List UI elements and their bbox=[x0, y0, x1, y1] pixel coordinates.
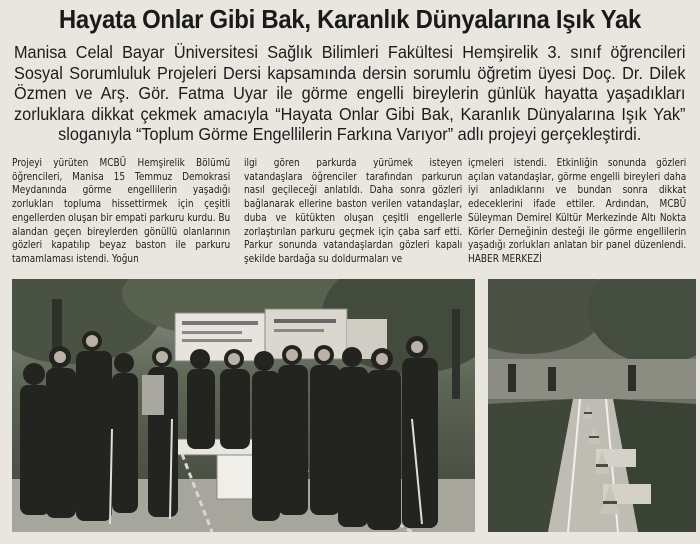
body-column-3 bbox=[468, 157, 686, 267]
body-column-2: ilgi gören parkurda yürümek isteyen vatandaşlara öğrenciler tarafından parkurun nasıl geçileceği anlatıldı. Daha sonra gözleri bağlanarak ellerine baston verilen vatandaşlar, duba ve kütükten oluşan çeşitli engellerle zorlaştırılan parkuru geçmek için çaba sarf etti. Parkur sonunda vatandaşlardan gözleri kapalı şekilde bardağa su doldurmaları ve bbox=[244, 158, 463, 265]
group-photo bbox=[12, 279, 475, 532]
article-body bbox=[12, 157, 690, 267]
course-photo bbox=[488, 279, 696, 532]
body-column-1: Projeyi yürüten MCBÜ Hemşirelik Bölümü öğrencileri, Manisa 15 Temmuz Demokrasi Meydanında görme engellilerin yaşadığı zorlukları topluma hissettirmek için çeşitli engellerden oluşan bir empati parkuru kurdu. Bu alandan geçen bireylerden gönüllü olanlarının gözleri kapatılıp beyaz baston ile parkuru tamamlaması istendi. Yoğun bbox=[12, 158, 231, 265]
article-headline: Hayata Onlar Gibi Bak, Karanlık Dünyalarına Işık Yak bbox=[58, 4, 642, 34]
byline: HABER MERKEZİ bbox=[468, 253, 542, 265]
body-column-3-text: içmeleri istendi. Etkinliğin sonunda gözleri açılan vatandaşlar, görme engelli bireyleri daha iyi anladıklarını ve bundan sonra dikkat edeceklerini ifade ettiler. Ardından, MCBÜ Süleyman Demirel Kültür Merkezinde Altı Nokta Körler Derneğinin desteği ile görme engellilerin yaşadığı zorlukları anlatan bir panel düzenlendi. bbox=[468, 158, 687, 252]
article-lead: Manisa Celal Bayar Üniversitesi Sağlık Bilimleri Fakültesi Hemşirelik 3. sınıf öğrencileri Sosyal Sorumluluk Projeleri Dersi kapsamında dersin sorumlu öğretim üyesi Doç. Dr. Dilek Özmen ve Arş. Gör. Fatma Uyar ile görme engelli bireylerin günlük hayatta yaşadıkları zorluklara dikkat çekmek amacıyla “Hayata Onlar Gibi Bak, Karanlık Dünyalarına Işık Yak” sloganıyla “Toplum Görme Engellilerin Farkına Varıyor” adlı projeyi gerçekleştirdi. bbox=[14, 42, 686, 145]
